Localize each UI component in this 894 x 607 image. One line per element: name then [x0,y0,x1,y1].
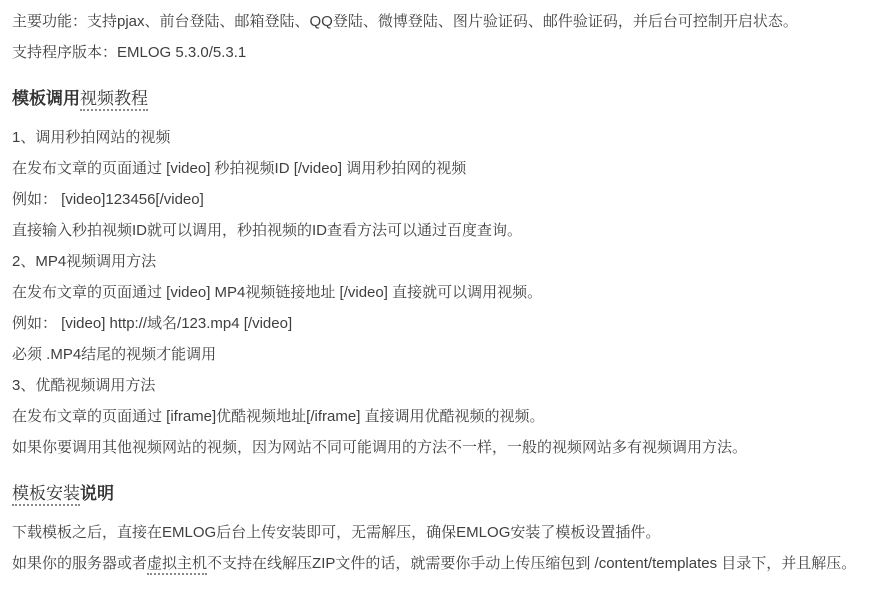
video-step-1-usage: 在发布文章的页面通过 [video] 秒拍视频ID [/video] 调用秒拍网的视频 [12,160,467,177]
video-step-1-example: 例如： [video]123456[/video] [12,191,204,208]
video-step-2-usage: 在发布文章的页面通过 [video] MP4视频链接地址 [/video] 直接就可以调用视频。 [12,284,543,301]
video-step-2-title: 2、MP4视频调用方法 [12,253,157,270]
video-tutorial-heading [12,88,880,110]
video-step-1-title: 1、调用秒拍网站的视频 [12,129,171,146]
install-heading-plain: 说明 [80,484,114,503]
video-tutorial-heading-plain: 模板调用 [12,89,80,108]
keyword-link-template-install[interactable]: 模板安装 [12,484,80,506]
video-step-2-note: 必须 .MP4结尾的视频才能调用 [12,346,217,363]
install-manual-note-before: 如果你的服务器或者 [12,555,148,572]
install-upload-note: 下载模板之后，直接在EMLOG后台上传安装即可，无需解压，确保EMLOG安装了模板设置插件。 [12,524,661,541]
main-features-text: 主要功能：支持pjax、前台登陆、邮箱登陆、QQ登陆、微博登陆、图片验证码、邮件验证码，并后台可控制开启状态。 [12,13,798,30]
install-heading [12,483,880,505]
install-manual-note-after: 不支持在线解压ZIP文件的话，就需要你手动上传压缩包到 /content/templates 目录下，并且解压。 [207,555,857,572]
install-manual-note [12,548,880,579]
video-step-1-note: 直接输入秒拍视频ID就可以调用，秒拍视频的ID查看方法可以通过百度查询。 [12,222,523,239]
video-other-sites-note: 如果你要调用其他视频网站的视频，因为网站不同可能调用的方法不一样，一般的视频网站多有视频调用方法。 [12,439,748,456]
video-step-3-title: 3、优酷视频调用方法 [12,377,156,394]
keyword-link-video-tutorial[interactable]: 视频教程 [80,89,148,111]
keyword-link-virtual-host[interactable]: 虚拟主机 [147,555,207,575]
video-step-3-usage: 在发布文章的页面通过 [iframe]优酷视频地址[/iframe] 直接调用优酷视频的视频。 [12,408,545,425]
video-step-2-example: 例如： [video] http://域名/123.mp4 [/video] [12,315,293,332]
supported-version-text: 支持程序版本：EMLOG 5.3.0/5.3.1 [12,44,247,61]
